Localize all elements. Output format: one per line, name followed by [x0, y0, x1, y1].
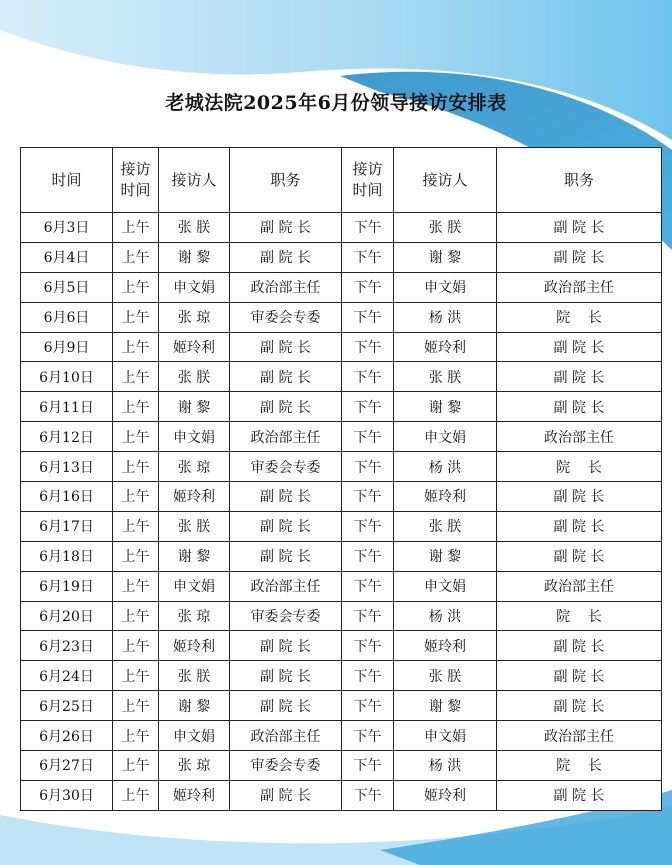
cell-am-time: 上午	[113, 631, 159, 661]
cell-date: 6月10日	[21, 362, 113, 392]
cell-pm-person: 张 朕	[394, 362, 497, 392]
cell-am-person: 谢 黎	[159, 541, 230, 571]
cell-pm-time: 下午	[342, 272, 394, 302]
cell-pm-time: 下午	[342, 661, 394, 691]
cell-am-time: 上午	[113, 362, 159, 392]
cell-am-person: 谢 黎	[159, 392, 230, 422]
cell-am-time: 上午	[113, 302, 159, 332]
cell-am-time: 上午	[113, 780, 159, 810]
reception-schedule-table	[20, 147, 662, 811]
table-row	[21, 392, 662, 422]
cell-pm-person: 杨 洪	[394, 302, 497, 332]
cell-am-time: 上午	[113, 272, 159, 302]
cell-pm-person: 申文娟	[394, 422, 497, 452]
cell-am-title: 副 院 长	[230, 332, 342, 362]
cell-am-title: 副 院 长	[230, 392, 342, 422]
cell-pm-person: 姬玲利	[394, 631, 497, 661]
cell-am-person: 张 朕	[159, 511, 230, 541]
cell-am-person: 姬玲利	[159, 332, 230, 362]
cell-am-time: 上午	[113, 242, 159, 272]
cell-am-time: 上午	[113, 601, 159, 631]
cell-am-title: 政治部主任	[230, 422, 342, 452]
header-am-time: 接访时间	[113, 148, 159, 213]
cell-pm-title: 院 长	[497, 601, 662, 631]
cell-pm-title: 院 长	[497, 452, 662, 482]
cell-pm-person: 谢 黎	[394, 392, 497, 422]
cell-pm-time: 下午	[342, 571, 394, 601]
cell-am-title: 副 院 长	[230, 242, 342, 272]
header-am-title: 职务	[230, 148, 342, 213]
table-row	[21, 302, 662, 332]
cell-am-title: 副 院 长	[230, 511, 342, 541]
cell-pm-title: 政治部主任	[497, 571, 662, 601]
table-row	[21, 780, 662, 810]
table-row	[21, 242, 662, 272]
cell-am-time: 上午	[113, 452, 159, 482]
header-pm-title: 职务	[497, 148, 662, 213]
cell-am-person: 姬玲利	[159, 780, 230, 810]
cell-am-time: 上午	[113, 571, 159, 601]
cell-pm-time: 下午	[342, 511, 394, 541]
cell-am-title: 副 院 长	[230, 691, 342, 721]
table-row	[21, 691, 662, 721]
cell-pm-title: 副 院 长	[497, 541, 662, 571]
cell-am-person: 张 琼	[159, 601, 230, 631]
table-row	[21, 721, 662, 751]
cell-date: 6月5日	[21, 272, 113, 302]
cell-am-time: 上午	[113, 751, 159, 781]
cell-am-title: 副 院 长	[230, 541, 342, 571]
cell-pm-person: 谢 黎	[394, 691, 497, 721]
cell-am-title: 副 院 长	[230, 362, 342, 392]
table-row	[21, 661, 662, 691]
cell-pm-title: 政治部主任	[497, 721, 662, 751]
cell-pm-title: 副 院 长	[497, 242, 662, 272]
table-row	[21, 362, 662, 392]
cell-date: 6月12日	[21, 422, 113, 452]
cell-am-time: 上午	[113, 392, 159, 422]
header-am-person: 接访人	[159, 148, 230, 213]
cell-pm-time: 下午	[342, 213, 394, 243]
table-row	[21, 751, 662, 781]
cell-pm-time: 下午	[342, 452, 394, 482]
cell-am-person: 姬玲利	[159, 631, 230, 661]
cell-am-time: 上午	[113, 332, 159, 362]
cell-date: 6月13日	[21, 452, 113, 482]
cell-pm-person: 姬玲利	[394, 482, 497, 512]
header-pm-person: 接访人	[394, 148, 497, 213]
cell-date: 6月4日	[21, 242, 113, 272]
table-row	[21, 422, 662, 452]
cell-date: 6月26日	[21, 721, 113, 751]
cell-am-person: 张 朕	[159, 213, 230, 243]
cell-am-person: 谢 黎	[159, 691, 230, 721]
table-row	[21, 571, 662, 601]
cell-am-time: 上午	[113, 511, 159, 541]
cell-am-title: 审委会专委	[230, 452, 342, 482]
header-date: 时间	[21, 148, 113, 213]
cell-pm-title: 政治部主任	[497, 272, 662, 302]
cell-am-title: 审委会专委	[230, 751, 342, 781]
cell-date: 6月19日	[21, 571, 113, 601]
cell-am-person: 姬玲利	[159, 482, 230, 512]
cell-pm-time: 下午	[342, 751, 394, 781]
cell-pm-title: 副 院 长	[497, 780, 662, 810]
cell-am-person: 张 朕	[159, 661, 230, 691]
cell-pm-time: 下午	[342, 482, 394, 512]
cell-am-person: 张 琼	[159, 751, 230, 781]
cell-date: 6月18日	[21, 541, 113, 571]
cell-date: 6月25日	[21, 691, 113, 721]
cell-am-person: 谢 黎	[159, 242, 230, 272]
cell-date: 6月24日	[21, 661, 113, 691]
cell-am-title: 政治部主任	[230, 571, 342, 601]
cell-am-title: 副 院 长	[230, 631, 342, 661]
cell-am-person: 申文娟	[159, 571, 230, 601]
header-pm-time: 接访时间	[342, 148, 394, 213]
cell-am-time: 上午	[113, 482, 159, 512]
cell-date: 6月6日	[21, 302, 113, 332]
cell-am-person: 张 琼	[159, 452, 230, 482]
cell-am-person: 张 琼	[159, 302, 230, 332]
cell-pm-person: 申文娟	[394, 272, 497, 302]
cell-date: 6月3日	[21, 213, 113, 243]
table-row	[21, 272, 662, 302]
cell-pm-time: 下午	[342, 631, 394, 661]
cell-pm-time: 下午	[342, 362, 394, 392]
cell-pm-title: 副 院 长	[497, 661, 662, 691]
cell-pm-title: 副 院 长	[497, 691, 662, 721]
cell-am-title: 政治部主任	[230, 272, 342, 302]
table-row	[21, 482, 662, 512]
table-row	[21, 511, 662, 541]
cell-pm-person: 姬玲利	[394, 332, 497, 362]
cell-pm-title: 院 长	[497, 751, 662, 781]
cell-pm-person: 杨 洪	[394, 601, 497, 631]
cell-date: 6月20日	[21, 601, 113, 631]
cell-pm-title: 政治部主任	[497, 422, 662, 452]
cell-am-title: 审委会专委	[230, 601, 342, 631]
cell-pm-time: 下午	[342, 780, 394, 810]
cell-pm-title: 副 院 长	[497, 631, 662, 661]
cell-am-time: 上午	[113, 691, 159, 721]
cell-am-time: 上午	[113, 541, 159, 571]
cell-pm-time: 下午	[342, 691, 394, 721]
cell-pm-time: 下午	[342, 302, 394, 332]
cell-am-time: 上午	[113, 213, 159, 243]
cell-pm-person: 申文娟	[394, 721, 497, 751]
table-header-row	[21, 148, 662, 213]
cell-am-time: 上午	[113, 661, 159, 691]
cell-am-title: 副 院 长	[230, 213, 342, 243]
cell-pm-title: 副 院 长	[497, 213, 662, 243]
table-row	[21, 332, 662, 362]
cell-am-title: 副 院 长	[230, 661, 342, 691]
cell-pm-person: 张 朕	[394, 661, 497, 691]
cell-am-person: 申文娟	[159, 272, 230, 302]
cell-pm-person: 杨 洪	[394, 452, 497, 482]
cell-pm-person: 杨 洪	[394, 751, 497, 781]
cell-date: 6月11日	[21, 392, 113, 422]
cell-am-person: 张 朕	[159, 362, 230, 392]
cell-pm-person: 姬玲利	[394, 780, 497, 810]
cell-pm-title: 副 院 长	[497, 511, 662, 541]
cell-am-title: 副 院 长	[230, 780, 342, 810]
cell-pm-title: 副 院 长	[497, 362, 662, 392]
table-row	[21, 452, 662, 482]
cell-am-title: 副 院 长	[230, 482, 342, 512]
table-row	[21, 213, 662, 243]
table-row	[21, 541, 662, 571]
cell-date: 6月23日	[21, 631, 113, 661]
cell-date: 6月30日	[21, 780, 113, 810]
cell-am-time: 上午	[113, 721, 159, 751]
cell-date: 6月16日	[21, 482, 113, 512]
cell-pm-title: 副 院 长	[497, 392, 662, 422]
cell-date: 6月17日	[21, 511, 113, 541]
cell-date: 6月27日	[21, 751, 113, 781]
table-row	[21, 601, 662, 631]
cell-pm-person: 谢 黎	[394, 541, 497, 571]
cell-pm-person: 张 朕	[394, 213, 497, 243]
cell-pm-time: 下午	[342, 332, 394, 362]
cell-pm-title: 副 院 长	[497, 332, 662, 362]
cell-am-title: 审委会专委	[230, 302, 342, 332]
cell-date: 6月9日	[21, 332, 113, 362]
cell-pm-title: 院 长	[497, 302, 662, 332]
cell-pm-time: 下午	[342, 601, 394, 631]
cell-pm-time: 下午	[342, 541, 394, 571]
cell-pm-person: 谢 黎	[394, 242, 497, 272]
cell-pm-person: 申文娟	[394, 571, 497, 601]
page-title: 老城法院2025年6月份领导接访安排表	[165, 92, 507, 114]
cell-am-title: 政治部主任	[230, 721, 342, 751]
cell-am-time: 上午	[113, 422, 159, 452]
table-row	[21, 631, 662, 661]
cell-pm-title: 副 院 长	[497, 482, 662, 512]
cell-am-person: 申文娟	[159, 422, 230, 452]
cell-pm-person: 张 朕	[394, 511, 497, 541]
cell-am-person: 申文娟	[159, 721, 230, 751]
cell-pm-time: 下午	[342, 422, 394, 452]
cell-pm-time: 下午	[342, 392, 394, 422]
cell-pm-time: 下午	[342, 242, 394, 272]
cell-pm-time: 下午	[342, 721, 394, 751]
